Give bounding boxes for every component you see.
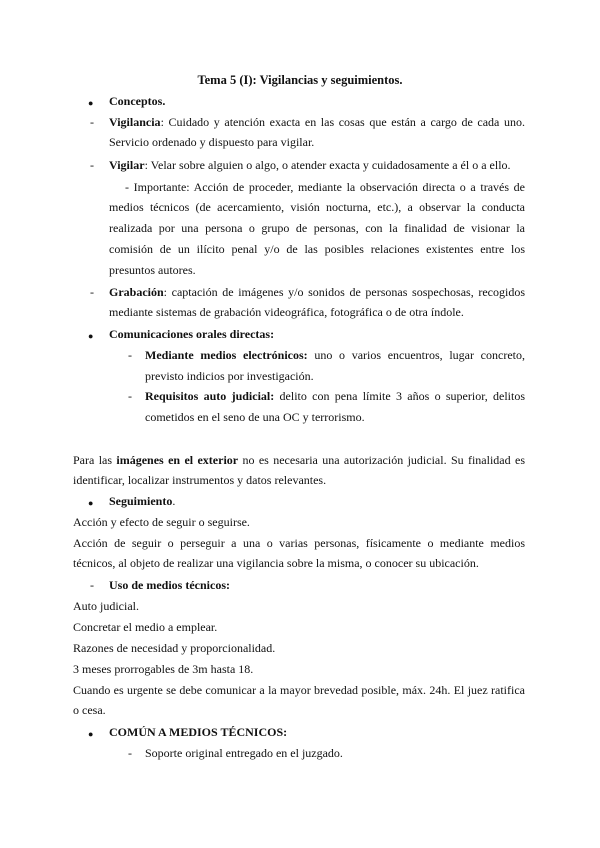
seguimiento-def-1: Acción y efecto de seguir o seguirse. (73, 515, 250, 529)
vigilancia-definition-cont: Servicio ordenado y dispuesto para vigilar. (109, 135, 315, 149)
dash-marker: - (128, 746, 132, 760)
requisitos-term: Requisitos auto judicial: (145, 389, 275, 403)
importante-line: medios técnicos (de acercamiento, visión nocturna, etc.), a observar la conducta (109, 200, 525, 214)
medios-electronicos-item: Mediante medios electrónicos: uno o varios encuentros, lugar concreto, (145, 348, 525, 362)
vigilar-definition: Vigilar: Velar sobre alguien o algo, o atender exacta y cuidadosamente a él o a ello. (109, 158, 511, 172)
seguimiento-def-2-cont: técnicos, al objeto de realizar una vigilancia sobre la misma, o conocer su ubicación. (73, 556, 479, 570)
bullet-icon: ● (88, 498, 94, 508)
imagenes-term: imágenes en el exterior (116, 453, 239, 467)
dash-marker: - (90, 285, 94, 299)
uso-medios-heading: Uso de medios técnicos: (109, 578, 230, 592)
seguimiento-heading: Seguimiento. (109, 494, 176, 508)
grabacion-definition-cont: mediante sistemas de grabación videográfica, fotográfica o de otra índole. (109, 305, 464, 319)
auto-judicial-text: Auto judicial. (73, 599, 139, 613)
dash-marker: - (90, 115, 94, 129)
bullet-icon: ● (88, 98, 94, 108)
dash-marker: - (128, 348, 132, 362)
importante-line: realizada por una persona o grupo de personas, con la finalidad de visionar la (109, 221, 525, 235)
concretar-text: Concretar el medio a emplear. (73, 620, 218, 634)
bullet-icon: ● (88, 331, 94, 341)
grabacion-term: Grabación (109, 285, 164, 299)
imagenes-paragraph-cont: identificar, localizar instrumentos y datos relevantes. (73, 473, 327, 487)
comunicaciones-heading: Comunicaciones orales directas: (109, 327, 275, 341)
page-title: Tema 5 (I): Vigilancias y seguimientos. (197, 73, 403, 87)
bullet-icon: ● (88, 729, 94, 739)
grabacion-definition: Grabación: captación de imágenes y/o sonidos de personas sospechosas, recogidos (109, 285, 525, 299)
conceptos-heading: Conceptos. (109, 94, 166, 108)
dash-marker: - (90, 158, 94, 172)
comun-heading: COMÚN A MEDIOS TÉCNICOS: (109, 725, 288, 739)
importante-line: comisión de un ilícito penal y/o de las posibles relaciones existentes entre los (109, 242, 525, 256)
importante-line: - Importante: Acción de proceder, mediante la observación directa o a través de (125, 180, 525, 194)
requisitos-item: Requisitos auto judicial: delito con pena límite 3 años o superior, delitos (145, 389, 525, 403)
razones-text: Razones de necesidad y proporcionalidad. (73, 641, 276, 655)
vigilar-term: Vigilar (109, 158, 145, 172)
medios-electronicos-term: Mediante medios electrónicos: (145, 348, 308, 362)
soporte-text: Soporte original entregado en el juzgado. (145, 746, 343, 760)
importante-line: presuntos autores. (109, 263, 196, 277)
medios-electronicos-cont: previsto indicios por investigación. (145, 369, 314, 383)
dash-marker: - (90, 578, 94, 592)
meses-text: 3 meses prorrogables de 3m hasta 18. (73, 662, 254, 676)
seguimiento-def-2: Acción de seguir o perseguir a una o varias personas, físicamente o mediante medios (73, 536, 525, 550)
urgente-text: Cuando es urgente se debe comunicar a la mayor brevedad posible, máx. 24h. El juez ratifica (73, 683, 525, 697)
vigilancia-term: Vigilancia (109, 115, 161, 129)
urgente-text-cont: o cesa. (73, 703, 106, 717)
vigilancia-definition: Vigilancia: Cuidado y atención exacta en las cosas que están a cargo de cada uno. (109, 115, 525, 129)
dash-marker: - (128, 389, 132, 403)
imagenes-paragraph: Para las imágenes en el exterior no es necesaria una autorización judicial. Su finalidad es (73, 453, 525, 467)
requisitos-cont: cometidos en el seno de una OC y terrorismo. (145, 410, 365, 424)
